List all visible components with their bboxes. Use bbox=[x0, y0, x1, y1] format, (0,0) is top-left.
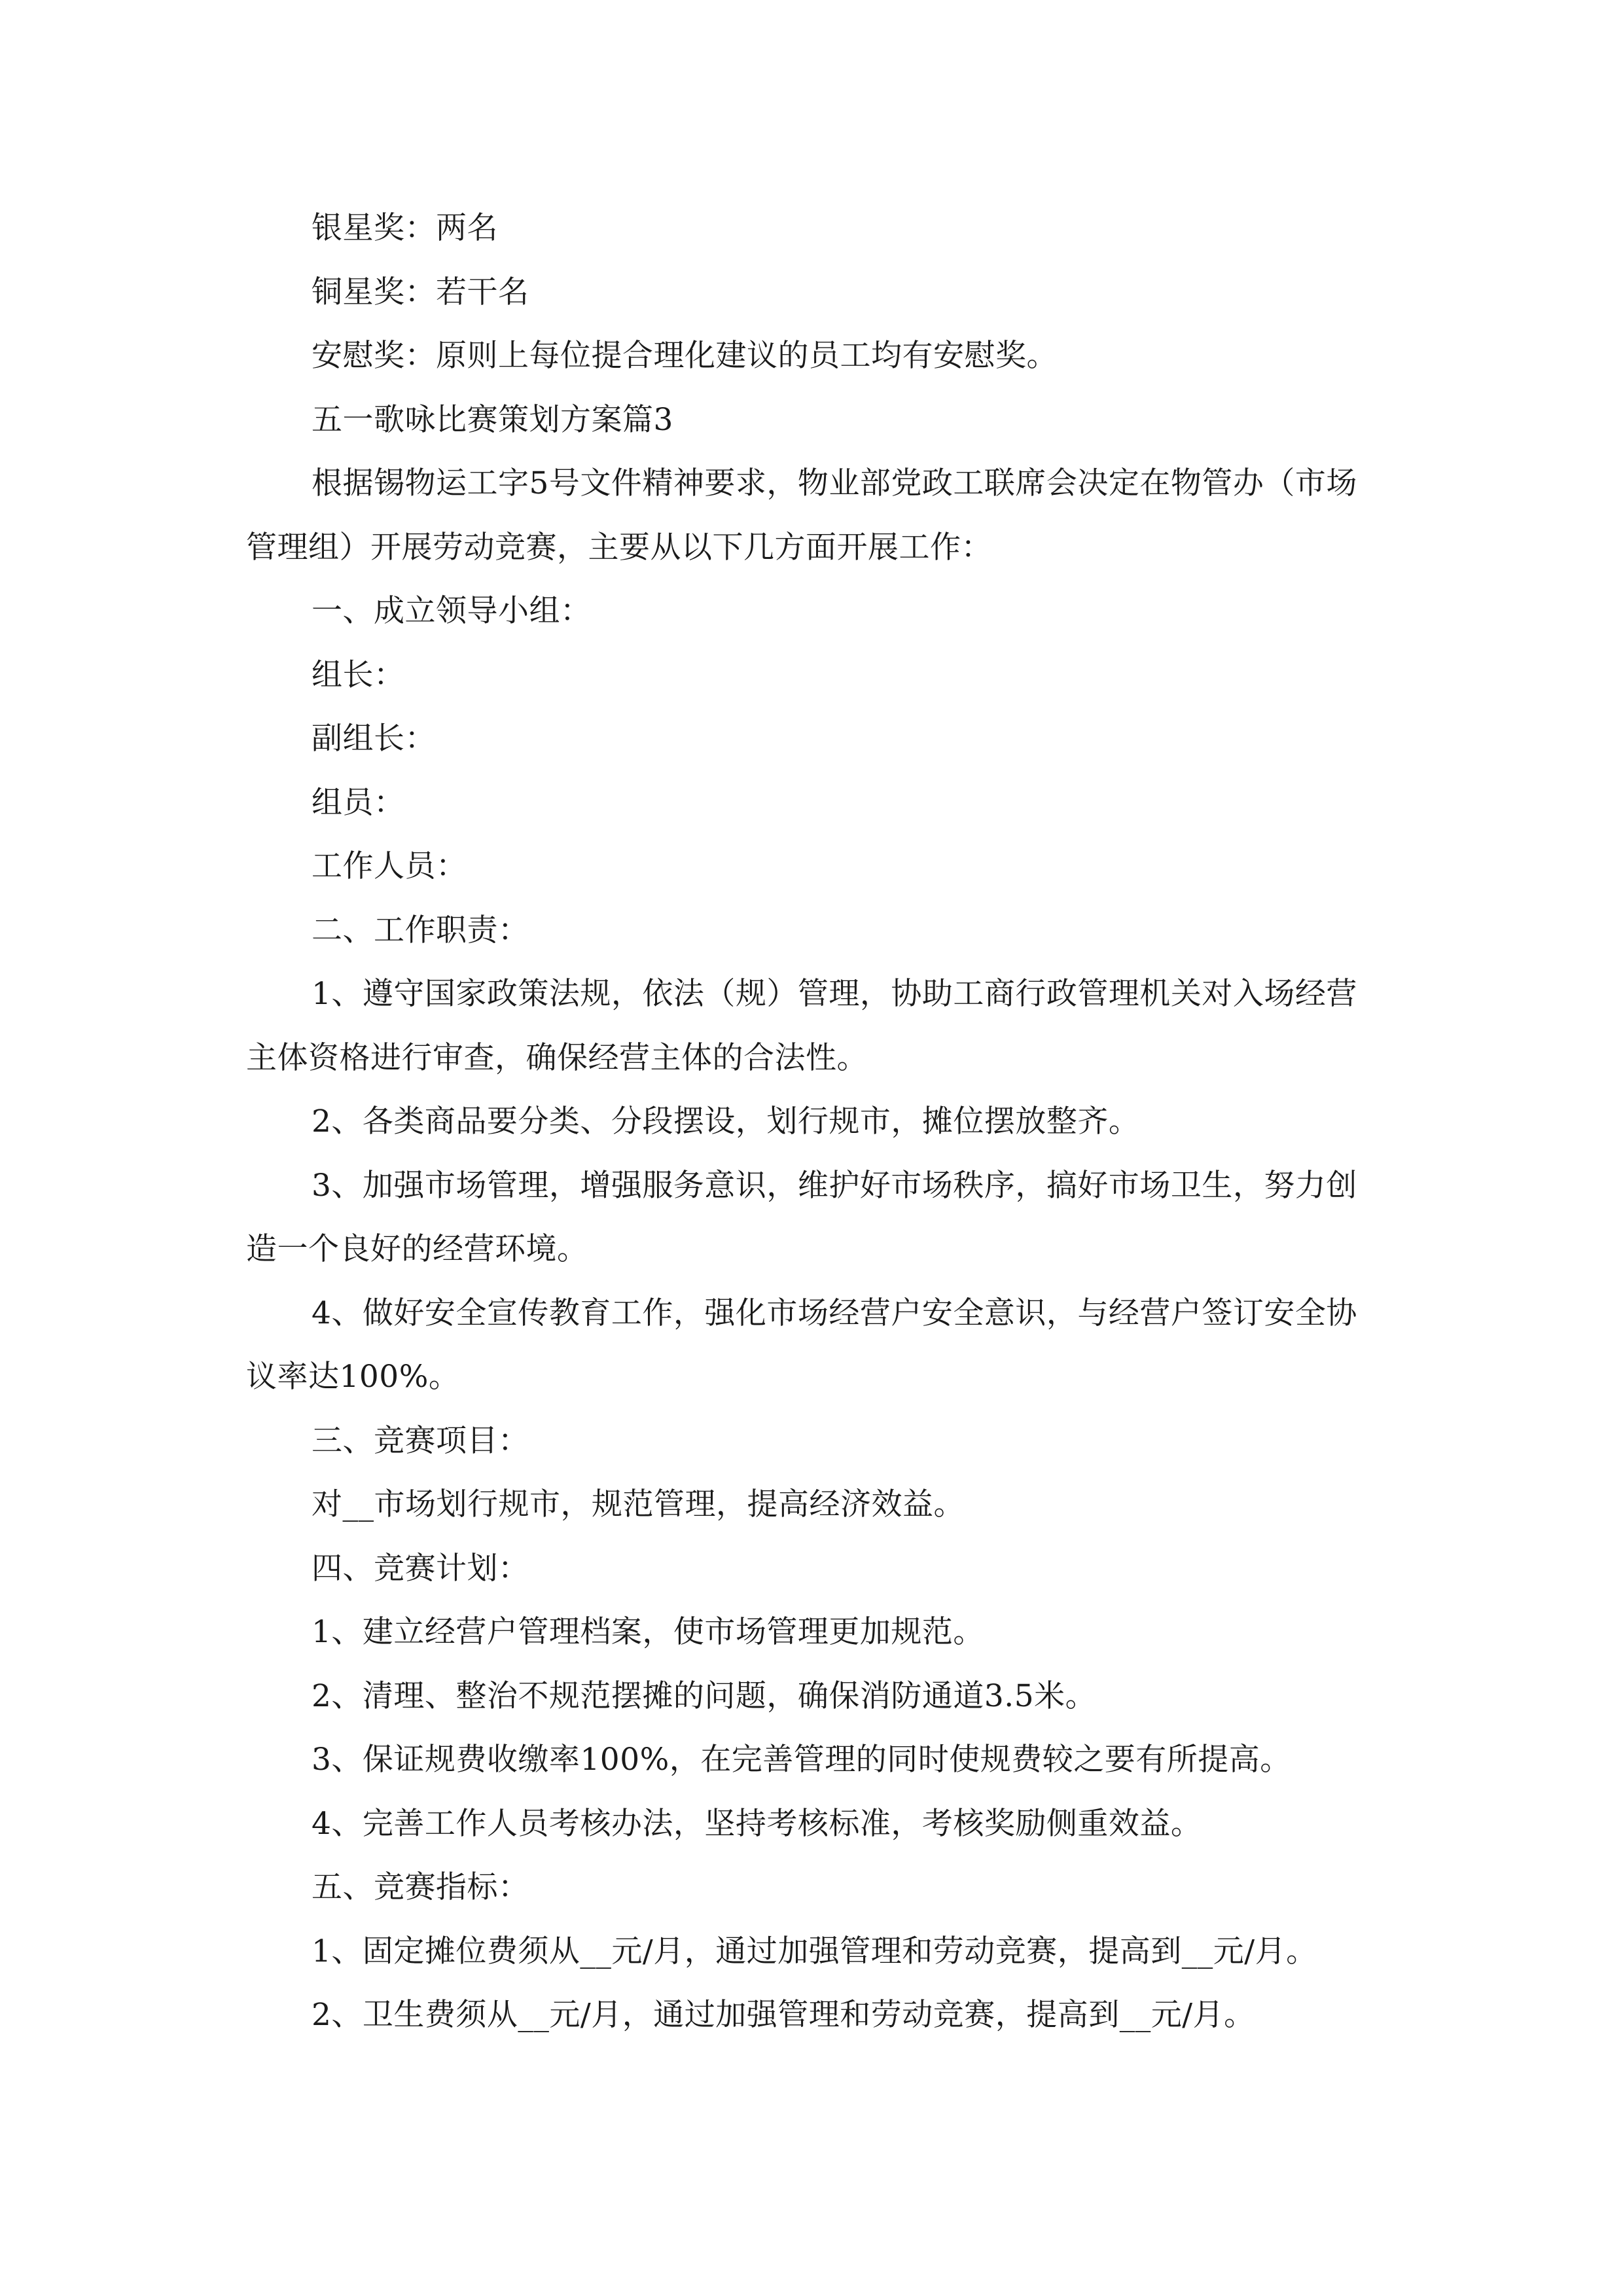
paragraph-consolation-award: 安慰奖：原则上每位提合理化建议的员工均有安慰奖。 bbox=[312, 338, 1058, 374]
list-item-target-2: 2、卫生费须从__元/月，通过加强管理和劳动竞赛，提高到__元/月。 bbox=[312, 1997, 1255, 2033]
heading-competition-targets: 五、竞赛指标： bbox=[312, 1869, 529, 1905]
heading-competition-items: 三、竞赛项目： bbox=[312, 1422, 529, 1459]
heading-competition-plan: 四、竞赛计划： bbox=[312, 1550, 529, 1587]
list-item-plan-2: 2、清理、整治不规范摆摊的问题，确保消防通道3.5米。 bbox=[312, 1677, 1097, 1714]
list-item-plan-4: 4、完善工作人员考核办法，坚持考核标准，考核奖励侧重效益。 bbox=[312, 1805, 1202, 1842]
heading-duties: 二、工作职责： bbox=[312, 912, 529, 948]
list-item-duty-4: 4、做好安全宣传教育工作，强化市场经营户安全意识，与经营户签订安全协议率达100%。 bbox=[246, 1295, 1357, 1395]
list-item-target-1: 1、固定摊位费须从__元/月，通过加强管理和劳动竞赛，提高到__元/月。 bbox=[312, 1933, 1317, 1969]
list-item-plan-3: 3、保证规费收缴率100%，在完善管理的同时使规费较之要有所提高。 bbox=[312, 1742, 1291, 1778]
field-group-leader: 组长： bbox=[312, 656, 405, 693]
field-group-members: 组员： bbox=[312, 784, 405, 821]
list-item-plan-1: 1、建立经营户管理档案，使市场管理更加规范。 bbox=[312, 1614, 984, 1650]
section-heading-plan-3: 五一歌咏比赛策划方案篇3 bbox=[312, 401, 673, 438]
list-item-duty-3: 3、加强市场管理，增强服务意识，维护好市场秩序，搞好市场卫生，努力创造一个良好的经营环境。 bbox=[246, 1167, 1357, 1267]
paragraph-competition-item: 对__市场划行规市，规范管理，提高经济效益。 bbox=[312, 1486, 965, 1522]
paragraph-silver-award: 银星奖：两名 bbox=[312, 210, 498, 246]
list-item-duty-2: 2、各类商品要分类、分段摆设，划行规市，摊位摆放整齐。 bbox=[312, 1103, 1140, 1139]
heading-leadership-group: 一、成立领导小组： bbox=[312, 593, 592, 629]
list-item-duty-1: 1、遵守国家政策法规，依法（规）管理，协助工商行政管理机关对入场经营主体资格进行审查，确保经营主体的合法性。 bbox=[246, 976, 1357, 1076]
field-deputy-leader: 副组长： bbox=[312, 721, 436, 757]
paragraph-intro: 根据锡物运工字5号文件精神要求，物业部党政工联席会决定在物管办（市场管理组）开展劳动竞赛，主要从以下几方面开展工作： bbox=[246, 465, 1357, 565]
field-staff: 工作人员： bbox=[312, 848, 467, 884]
document-body bbox=[246, 196, 1378, 2047]
paragraph-bronze-award: 铜星奖：若干名 bbox=[312, 274, 529, 310]
